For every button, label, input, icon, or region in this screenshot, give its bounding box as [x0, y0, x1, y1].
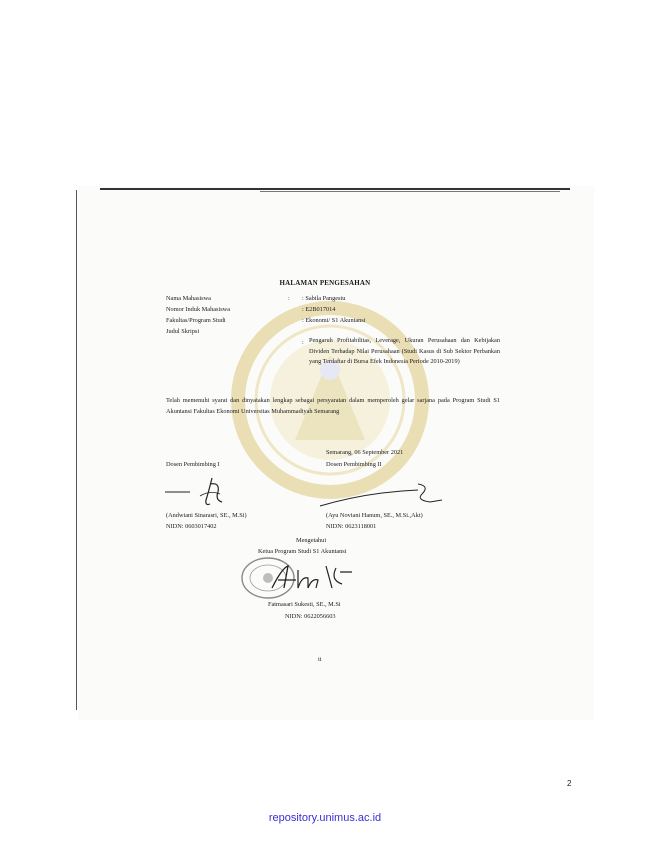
supervisor2-nidn: NIDN: 0623118001	[326, 523, 377, 530]
field-value-fakultas: : Ekonomi/ S1 Akuntansi	[302, 317, 366, 324]
supervisor1-nidn: NIDN: 0603017402	[166, 523, 217, 530]
head-title: Ketua Program Studi S1 Akuntansi	[258, 548, 347, 555]
place-date: Semarang, 06 September 2021	[326, 449, 404, 456]
head-name: Fatmasari Sukesti, SE., M.Si	[268, 601, 341, 608]
approval-label: Mengetahui	[296, 537, 327, 544]
scan-top-edge	[100, 188, 570, 190]
field-value-judul: Pengaruh Profitabilitas, Leverage, Ukuran Perusahaan dan Kebijakan Dividen Terhadap Nilai Perusahaan (Studi Kasus di Sub Sektor Perbankan yang Terdaftar di Bursa Efek Indonesia Periode 2010-2019)	[309, 337, 500, 366]
supervisor1-signature	[160, 472, 250, 512]
field-value-nama: : Sabila Pangestu	[302, 295, 346, 302]
statement-paragraph: Telah memenuhi syarat dan dinyatakan lengkap sebagai persyaratan dalam memperoleh gelar sarjana pada Program Studi S1 Akuntansi Fakultas Ekonomi Universitas Muhammadiyah Semarang	[166, 397, 500, 415]
field-sep-nama: :	[288, 295, 290, 302]
field-sep-judul: :	[302, 339, 304, 346]
supervisor2-name: (Ayu Noviani Hanum, SE., M.Si.,Akt)	[326, 512, 423, 519]
page-number: 2	[567, 779, 572, 788]
head-signature	[262, 558, 362, 600]
field-label-fakultas: Fakultas/Program Studi	[166, 317, 226, 324]
field-label-nim: Nomor Induk Mahasiswa	[166, 306, 231, 313]
field-value-nim: : E2B017014	[302, 306, 336, 313]
scan-left-edge	[76, 190, 77, 710]
repository-link[interactable]: repository.unimus.ac.id	[268, 812, 382, 824]
supervisor1-name: (Andwiani Sinarasri, SE., M.Si)	[166, 512, 247, 519]
supervisor1-title: Dosen Pembimbing I	[166, 461, 220, 468]
scan-top-edge-shadow	[260, 191, 560, 192]
document-title: HALAMAN PENGESAHAN	[279, 279, 371, 287]
head-nidn: NIDN: 0622056603	[285, 613, 336, 620]
field-label-judul: Judul Skripsi	[166, 328, 200, 335]
supervisor2-signature	[318, 480, 448, 510]
field-label-nama: Nama Mahasiswa	[166, 295, 211, 302]
scan-page-number: ii	[318, 656, 322, 663]
supervisor2-title: Dosen Pembimbing II	[326, 461, 382, 468]
